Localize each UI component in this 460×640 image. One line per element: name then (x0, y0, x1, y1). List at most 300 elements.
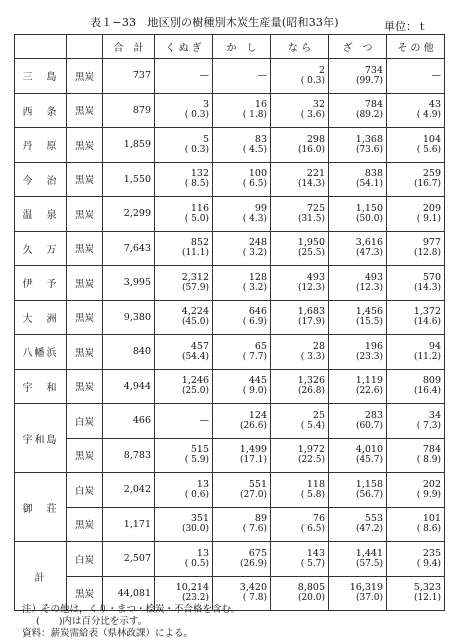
cell-kashi (213, 473, 271, 508)
cell-nara (271, 93, 329, 128)
cell-value: 32 (312, 99, 325, 111)
cell-kunugi (155, 335, 213, 370)
cell-percent: ( 6.5) (300, 524, 325, 535)
cell-kunugi (155, 59, 213, 94)
total-value: 7,643 (103, 231, 155, 266)
cell-percent: (73.6) (355, 144, 383, 155)
cell-percent: (26.8) (297, 386, 325, 397)
cell-value: — (199, 70, 209, 82)
cell-kashi (213, 507, 271, 542)
footnote-other: 注）その他は，くり・まつ・桧炭・不合格を含む。 (22, 604, 241, 615)
cell-other (387, 507, 445, 542)
cell-percent: (56.7) (355, 489, 383, 500)
cell-value: 283 (364, 409, 383, 421)
cell-percent: ( 7.7) (242, 351, 267, 362)
table-row (15, 162, 445, 197)
cell-percent: ( 8.6) (416, 524, 441, 535)
cell-percent: ( 3.2) (242, 282, 267, 293)
cell-value: 784 (364, 99, 383, 111)
cell-percent: (16.0) (297, 144, 325, 155)
cell-value: 493 (306, 271, 325, 283)
cell-percent: (60.7) (355, 420, 383, 431)
cell-other (387, 404, 445, 439)
cell-value: 132 (190, 168, 209, 180)
cell-value: 118 (306, 478, 325, 490)
table-row (15, 300, 445, 335)
cell-percent: (23.2) (181, 593, 209, 604)
charcoal-kind: 黒炭 (67, 128, 103, 163)
header-total: 合 計 (103, 35, 155, 59)
table-row (15, 404, 445, 439)
cell-value: 43 (428, 99, 441, 111)
header-nara: な ら (271, 35, 329, 59)
cell-value: 493 (364, 271, 383, 283)
cell-percent: ( 3.2) (242, 248, 267, 259)
cell-percent: (47.2) (355, 524, 383, 535)
cell-value: 1,950 (297, 237, 325, 249)
cell-kashi (213, 231, 271, 266)
cell-value: 5 (202, 133, 209, 145)
cell-percent: ( 0.6) (184, 489, 209, 500)
cell-percent: ( 7.6) (242, 524, 267, 535)
cell-kunugi (155, 404, 213, 439)
cell-nara (271, 266, 329, 301)
total-value: 8,783 (103, 438, 155, 473)
cell-value: 28 (312, 340, 325, 352)
cell-value: 10,214 (175, 582, 209, 594)
cell-kashi (213, 542, 271, 577)
cell-value: 1,499 (239, 444, 267, 456)
cell-percent: ( 6.5) (242, 179, 267, 190)
cell-value: 1,158 (355, 478, 383, 490)
cell-value: 1,372 (413, 306, 441, 318)
total-value: 2,507 (103, 542, 155, 577)
cell-value: 101 (422, 513, 441, 525)
cell-zatsu (329, 335, 387, 370)
header-kunugi: く ぬ ぎ (155, 35, 213, 59)
footnote-source: 資料：薪炭需給表（県林政課）による。 (22, 628, 194, 639)
district-name: 大 洲 (15, 300, 67, 335)
table-row (15, 59, 445, 94)
cell-nara (271, 404, 329, 439)
cell-percent: ( 0.3) (184, 110, 209, 121)
cell-value: 1,441 (355, 547, 383, 559)
cell-percent: (14.3) (413, 282, 441, 293)
cell-kashi (213, 128, 271, 163)
cell-nara (271, 438, 329, 473)
total-value: 879 (103, 93, 155, 128)
charcoal-kind: 黒炭 (67, 266, 103, 301)
cell-percent: (27.0) (239, 489, 267, 500)
district-name: 八幡浜 (15, 335, 67, 370)
cell-value: 221 (306, 168, 325, 180)
cell-percent: ( 5.4) (300, 420, 325, 431)
cell-other (387, 266, 445, 301)
cell-kashi (213, 162, 271, 197)
cell-value: 34 (428, 409, 441, 421)
cell-value: 76 (312, 513, 325, 525)
cell-value: 5,323 (413, 582, 441, 594)
cell-kashi (213, 335, 271, 370)
cell-value: — (431, 70, 441, 82)
cell-nara (271, 473, 329, 508)
cell-value: 570 (422, 271, 441, 283)
total-value: 3,995 (103, 266, 155, 301)
cell-value: 4,010 (355, 444, 383, 456)
cell-percent: ( 9.1) (416, 213, 441, 224)
cell-value: 457 (190, 340, 209, 352)
table-row (15, 128, 445, 163)
table-row (15, 473, 445, 508)
table-row (15, 266, 445, 301)
cell-other (387, 128, 445, 163)
charcoal-kind: 黒炭 (67, 576, 103, 611)
cell-percent: ( 9.0) (242, 386, 267, 397)
cell-percent: (57.9) (181, 282, 209, 293)
cell-percent: ( 9.4) (416, 558, 441, 569)
cell-percent: ( 6.9) (242, 317, 267, 328)
table-row (15, 231, 445, 266)
cell-zatsu (329, 197, 387, 232)
cell-percent: (14.3) (297, 179, 325, 190)
cell-other (387, 197, 445, 232)
cell-value: 13 (196, 478, 209, 490)
cell-percent: (16.4) (413, 386, 441, 397)
header-blank (67, 35, 103, 59)
cell-percent: (45.0) (181, 317, 209, 328)
cell-zatsu (329, 507, 387, 542)
cell-kunugi (155, 542, 213, 577)
cell-other (387, 369, 445, 404)
charcoal-kind: 白炭 (67, 473, 103, 508)
charcoal-kind: 黒炭 (67, 369, 103, 404)
cell-value: 3,616 (355, 237, 383, 249)
district-name: 西 条 (15, 93, 67, 128)
cell-percent: (99.7) (355, 75, 383, 86)
district-name: 温 泉 (15, 197, 67, 232)
cell-nara (271, 128, 329, 163)
cell-percent: (50.0) (355, 213, 383, 224)
cell-other (387, 231, 445, 266)
cell-value: 1,456 (355, 306, 383, 318)
cell-value: 25 (312, 409, 325, 421)
total-value: 2,299 (103, 197, 155, 232)
district-name: 宇和島 (15, 404, 67, 473)
district-name: 丹 原 (15, 128, 67, 163)
district-name: 計 (15, 542, 67, 611)
cell-other (387, 300, 445, 335)
charcoal-kind: 黒炭 (67, 93, 103, 128)
cell-percent: ( 5.7) (300, 558, 325, 569)
charcoal-production-table (14, 34, 445, 611)
charcoal-kind: 黒炭 (67, 231, 103, 266)
cell-value: 16,319 (349, 582, 383, 594)
cell-percent: (54.4) (181, 351, 209, 362)
cell-value: 1,326 (297, 375, 325, 387)
cell-percent: (12.3) (297, 282, 325, 293)
charcoal-kind: 黒炭 (67, 197, 103, 232)
cell-percent: (30.0) (181, 524, 209, 535)
cell-kashi (213, 369, 271, 404)
cell-value: 248 (248, 237, 267, 249)
cell-percent: ( 5.8) (300, 489, 325, 500)
cell-value: 8,805 (297, 582, 325, 594)
cell-kashi (213, 438, 271, 473)
cell-percent: (14.6) (413, 317, 441, 328)
cell-percent: ( 3.3) (300, 351, 325, 362)
cell-nara (271, 197, 329, 232)
cell-percent: (89.2) (355, 110, 383, 121)
cell-percent: ( 0.5) (184, 558, 209, 569)
cell-value: 16 (254, 99, 267, 111)
header-zatsu: ざ つ (329, 35, 387, 59)
total-value: 2,042 (103, 473, 155, 508)
cell-percent: (45.7) (355, 455, 383, 466)
total-value: 9,380 (103, 300, 155, 335)
cell-kunugi (155, 507, 213, 542)
cell-value: 725 (306, 202, 325, 214)
cell-value: 1,972 (297, 444, 325, 456)
cell-percent: (12.1) (413, 593, 441, 604)
cell-value: 675 (248, 547, 267, 559)
cell-value: 124 (248, 409, 267, 421)
cell-value: 209 (422, 202, 441, 214)
cell-value: 116 (190, 202, 209, 214)
cell-percent: (11.1) (181, 248, 209, 259)
cell-percent: (22.6) (355, 386, 383, 397)
header-kashi: か し (213, 35, 271, 59)
cell-value: 515 (190, 444, 209, 456)
cell-kunugi (155, 266, 213, 301)
cell-nara (271, 369, 329, 404)
total-value: 1,550 (103, 162, 155, 197)
cell-percent: (47.3) (355, 248, 383, 259)
cell-percent: ( 0.3) (300, 75, 325, 86)
cell-value: 104 (422, 133, 441, 145)
cell-percent: ( 4.5) (242, 144, 267, 155)
cell-nara (271, 576, 329, 611)
cell-kunugi (155, 93, 213, 128)
cell-percent: ( 8.9) (416, 455, 441, 466)
cell-value: 94 (428, 340, 441, 352)
cell-kunugi (155, 162, 213, 197)
cell-value: 202 (422, 478, 441, 490)
cell-zatsu (329, 128, 387, 163)
total-value: 1,171 (103, 507, 155, 542)
cell-nara (271, 162, 329, 197)
cell-zatsu (329, 59, 387, 94)
cell-percent: (17.1) (239, 455, 267, 466)
cell-kunugi (155, 369, 213, 404)
cell-kashi (213, 266, 271, 301)
cell-value: 2 (318, 64, 325, 76)
cell-other (387, 438, 445, 473)
cell-kashi (213, 197, 271, 232)
cell-value: 1,368 (355, 133, 383, 145)
cell-percent: (31.5) (297, 213, 325, 224)
total-value: 44,081 (103, 576, 155, 611)
charcoal-kind: 黒炭 (67, 162, 103, 197)
cell-percent: (26.6) (239, 420, 267, 431)
cell-kunugi (155, 438, 213, 473)
cell-percent: (23.3) (355, 351, 383, 362)
cell-kunugi (155, 473, 213, 508)
cell-value: 551 (248, 478, 267, 490)
cell-other (387, 335, 445, 370)
cell-value: 65 (254, 340, 267, 352)
district-name: 伊 予 (15, 266, 67, 301)
cell-zatsu (329, 438, 387, 473)
cell-percent: (54.1) (355, 179, 383, 190)
charcoal-kind: 黒炭 (67, 438, 103, 473)
cell-kashi (213, 93, 271, 128)
cell-value: 143 (306, 547, 325, 559)
cell-zatsu (329, 93, 387, 128)
district-name: 今 治 (15, 162, 67, 197)
table-title: 表１−33 地区別の樹種別木炭生産量(昭和33年) (90, 16, 339, 29)
cell-other (387, 473, 445, 508)
district-name: 宇 和 (15, 369, 67, 404)
header-row (15, 35, 445, 59)
cell-value: 1,150 (355, 202, 383, 214)
total-value: 1,859 (103, 128, 155, 163)
cell-percent: (22.5) (297, 455, 325, 466)
cell-zatsu (329, 473, 387, 508)
cell-value: 3 (202, 99, 209, 111)
charcoal-kind: 黒炭 (67, 335, 103, 370)
cell-value: 89 (254, 513, 267, 525)
table-row (15, 335, 445, 370)
cell-other (387, 59, 445, 94)
cell-nara (271, 231, 329, 266)
table-body (15, 59, 445, 611)
cell-percent: (12.8) (413, 248, 441, 259)
cell-percent: ( 4.9) (416, 110, 441, 121)
cell-percent: ( 3.6) (300, 110, 325, 121)
cell-percent: (37.0) (355, 593, 383, 604)
cell-other (387, 576, 445, 611)
footnote-percent: ( )内は百分比を示す。 (36, 616, 148, 627)
cell-value: 259 (422, 168, 441, 180)
table-row (15, 93, 445, 128)
cell-percent: (16.7) (413, 179, 441, 190)
table-row (15, 507, 445, 542)
cell-nara (271, 507, 329, 542)
charcoal-kind: 黒炭 (67, 59, 103, 94)
header-other: そ の 他 (387, 35, 445, 59)
cell-percent: ( 8.5) (184, 179, 209, 190)
cell-value: 196 (364, 340, 383, 352)
cell-value: 4,224 (181, 306, 209, 318)
cell-value: 445 (248, 375, 267, 387)
cell-value: 351 (190, 513, 209, 525)
table-row (15, 438, 445, 473)
charcoal-kind: 白炭 (67, 404, 103, 439)
cell-kunugi (155, 231, 213, 266)
cell-zatsu (329, 576, 387, 611)
cell-kashi (213, 404, 271, 439)
cell-value: 784 (422, 444, 441, 456)
cell-value: 2,312 (181, 271, 209, 283)
cell-zatsu (329, 266, 387, 301)
table-row (15, 197, 445, 232)
cell-zatsu (329, 369, 387, 404)
cell-value: 298 (306, 133, 325, 145)
cell-percent: (25.0) (181, 386, 209, 397)
cell-value: 1,246 (181, 375, 209, 387)
cell-value: 646 (248, 306, 267, 318)
cell-other (387, 93, 445, 128)
cell-value: 977 (422, 237, 441, 249)
cell-percent: (11.2) (413, 351, 441, 362)
cell-other (387, 162, 445, 197)
total-value: 737 (103, 59, 155, 94)
cell-percent: (26.9) (239, 558, 267, 569)
cell-percent: (25.5) (297, 248, 325, 259)
cell-value: 128 (248, 271, 267, 283)
cell-value: 235 (422, 547, 441, 559)
footnotes (22, 604, 241, 640)
district-name: 久 万 (15, 231, 67, 266)
cell-zatsu (329, 162, 387, 197)
cell-percent: (57.5) (355, 558, 383, 569)
cell-percent: ( 5.6) (416, 144, 441, 155)
unit-label: 単位：ｔ (384, 20, 428, 33)
cell-nara (271, 542, 329, 577)
cell-kashi (213, 300, 271, 335)
cell-nara (271, 335, 329, 370)
table-row (15, 369, 445, 404)
cell-percent: (17.9) (297, 317, 325, 328)
cell-value: 734 (364, 64, 383, 76)
cell-zatsu (329, 542, 387, 577)
cell-percent: ( 5.0) (184, 213, 209, 224)
cell-value: — (257, 70, 267, 82)
cell-value: 553 (364, 513, 383, 525)
district-name: 御 荘 (15, 473, 67, 542)
district-name: 三 島 (15, 59, 67, 94)
cell-value: 13 (196, 547, 209, 559)
total-value: 466 (103, 404, 155, 439)
cell-value: 1,683 (297, 306, 325, 318)
cell-value: 99 (254, 202, 267, 214)
cell-value: 83 (254, 133, 267, 145)
total-value: 4,944 (103, 369, 155, 404)
cell-value: 100 (248, 168, 267, 180)
cell-percent: (15.5) (355, 317, 383, 328)
header-blank (15, 35, 67, 59)
cell-percent: (20.0) (297, 593, 325, 604)
cell-percent: ( 5.9) (184, 455, 209, 466)
table-row (15, 542, 445, 577)
cell-percent: ( 9.9) (416, 489, 441, 500)
cell-percent: (12.3) (355, 282, 383, 293)
cell-kashi (213, 59, 271, 94)
cell-percent: ( 4.3) (242, 213, 267, 224)
cell-zatsu (329, 231, 387, 266)
cell-percent: ( 7.3) (416, 420, 441, 431)
cell-percent: ( 0.3) (184, 144, 209, 155)
charcoal-kind: 黒炭 (67, 300, 103, 335)
cell-nara (271, 59, 329, 94)
charcoal-kind: 白炭 (67, 542, 103, 577)
cell-nara (271, 300, 329, 335)
cell-percent: ( 7.8) (242, 593, 267, 604)
cell-value: 852 (190, 237, 209, 249)
charcoal-kind: 黒炭 (67, 507, 103, 542)
cell-other (387, 542, 445, 577)
cell-zatsu (329, 404, 387, 439)
